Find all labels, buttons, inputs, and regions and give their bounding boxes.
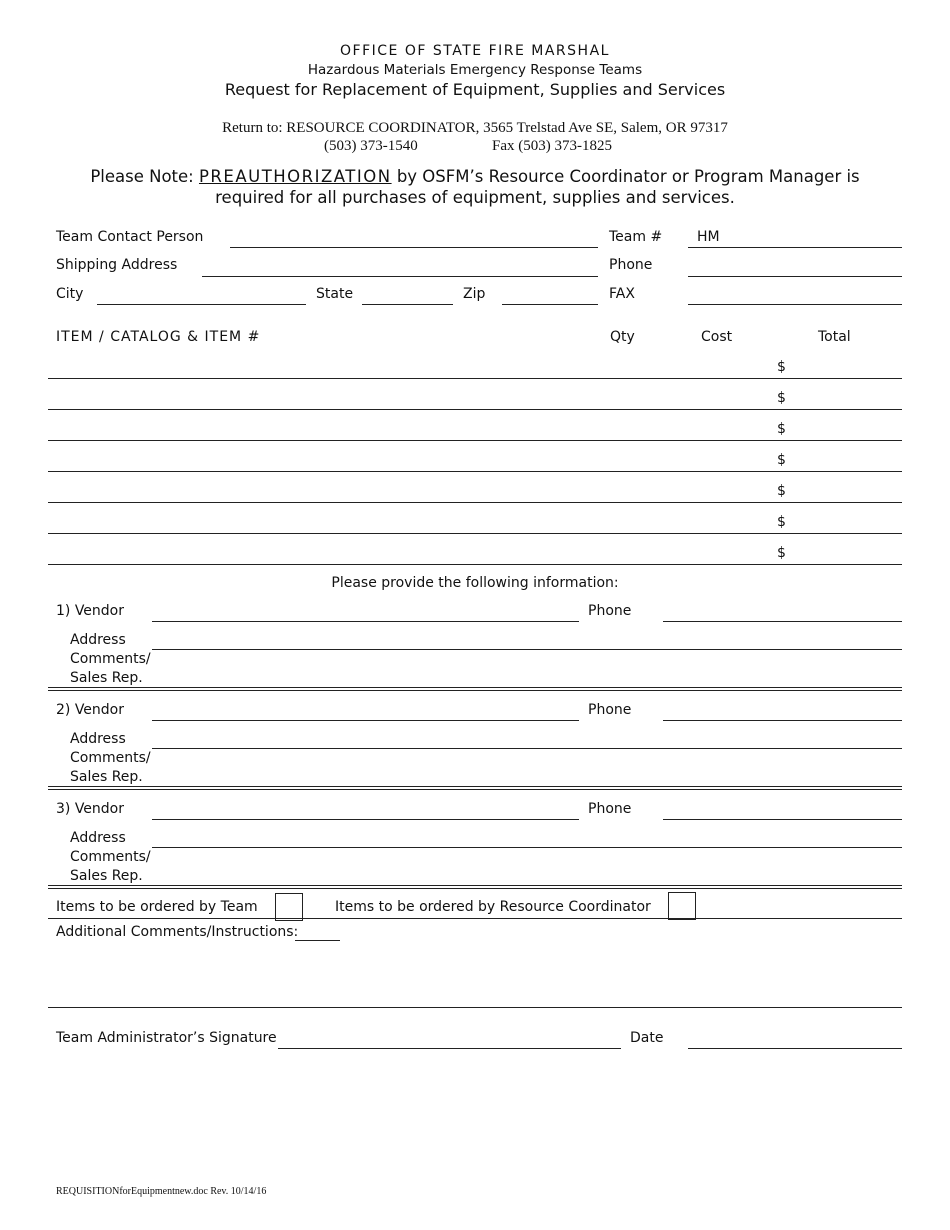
vendor-comments-label: Comments/ bbox=[70, 651, 151, 667]
city-label: City bbox=[56, 286, 84, 302]
vendor-separator-top bbox=[48, 885, 902, 886]
coordinator-phone: (503) 373-1540 bbox=[324, 138, 418, 154]
vendor-separator-bottom bbox=[48, 690, 902, 691]
shipping-address-field[interactable] bbox=[202, 276, 598, 277]
additional-comments-field[interactable] bbox=[295, 940, 340, 941]
item-row-line[interactable] bbox=[48, 378, 902, 379]
vendor-separator-top bbox=[48, 687, 902, 688]
total-dollar-sign: $ bbox=[777, 545, 786, 561]
admin-signature-field[interactable] bbox=[278, 1048, 621, 1049]
city-field[interactable] bbox=[97, 304, 306, 305]
contact-person-field[interactable] bbox=[230, 247, 598, 248]
cost-column-header: Cost bbox=[701, 329, 733, 345]
zip-label: Zip bbox=[463, 286, 486, 302]
date-field[interactable] bbox=[688, 1048, 902, 1049]
vendor-phone-label: Phone bbox=[588, 603, 632, 619]
shipping-address-label: Shipping Address bbox=[56, 257, 178, 273]
program-title: Hazardous Materials Emergency Response Teams bbox=[307, 62, 643, 78]
item-column-header: ITEM / CATALOG & ITEM # bbox=[56, 329, 261, 345]
vendor-separator-top bbox=[48, 786, 902, 787]
vendor-comments-label: Comments/ bbox=[70, 849, 151, 865]
total-dollar-sign: $ bbox=[777, 359, 786, 375]
preauthorization-note bbox=[0, 167, 950, 186]
order-by-team-label: Items to be ordered by Team bbox=[56, 899, 258, 915]
ordering-divider bbox=[48, 918, 902, 919]
team-number-label: Team # bbox=[609, 229, 663, 245]
vendor-comments-label: Comments/ bbox=[70, 750, 151, 766]
admin-signature-label: Team Administrator’s Signature bbox=[56, 1030, 277, 1046]
return-address: Return to: RESOURCE COORDINATOR, 3565 Trelstad Ave SE, Salem, OR 97317 bbox=[222, 120, 728, 136]
vendor-address-label: Address bbox=[70, 632, 126, 648]
total-dollar-sign: $ bbox=[777, 514, 786, 530]
vendor-intro: Please provide the following information: bbox=[331, 575, 619, 591]
additional-comments-label: Additional Comments/Instructions: bbox=[56, 924, 299, 940]
state-field[interactable] bbox=[362, 304, 453, 305]
vendor-name-field[interactable] bbox=[152, 621, 579, 622]
comments-area-bottom bbox=[48, 1007, 902, 1008]
note-emphasis: PREAUTHORIZATION bbox=[198, 167, 392, 186]
total-dollar-sign: $ bbox=[777, 421, 786, 437]
vendor-address-field[interactable] bbox=[152, 748, 902, 749]
vendor-sales-rep-label: Sales Rep. bbox=[70, 868, 143, 884]
item-row-line[interactable] bbox=[48, 502, 902, 503]
team-number-field[interactable] bbox=[688, 247, 902, 248]
vendor-sales-rep-label: Sales Rep. bbox=[70, 670, 143, 686]
vendor-label: 2) Vendor bbox=[56, 702, 125, 718]
date-label: Date bbox=[630, 1030, 664, 1046]
contact-phone-label: Phone bbox=[609, 257, 653, 273]
order-by-team-checkbox[interactable] bbox=[275, 893, 303, 921]
form-title: Request for Replacement of Equipment, Supplies and Services bbox=[224, 80, 726, 99]
order-by-coordinator-label: Items to be ordered by Resource Coordinator bbox=[335, 899, 651, 915]
vendor-label: 1) Vendor bbox=[56, 603, 125, 619]
vendor-name-field[interactable] bbox=[152, 819, 579, 820]
vendor-phone-field[interactable] bbox=[663, 621, 902, 622]
vendor-name-field[interactable] bbox=[152, 720, 579, 721]
total-column-header: Total bbox=[818, 329, 851, 345]
coordinator-fax: Fax (503) 373-1825 bbox=[492, 138, 612, 154]
note-rest: by OSFM’s Resource Coordinator or Program Manager is bbox=[396, 167, 860, 186]
contact-person-label: Team Contact Person bbox=[56, 229, 204, 245]
office-title: OFFICE OF STATE FIRE MARSHAL bbox=[340, 43, 610, 59]
zip-field[interactable] bbox=[502, 304, 598, 305]
vendor-label: 3) Vendor bbox=[56, 801, 125, 817]
vendor-phone-field[interactable] bbox=[663, 819, 902, 820]
item-row-line[interactable] bbox=[48, 533, 902, 534]
note-line-2: required for all purchases of equipment, supplies and services. bbox=[215, 188, 735, 207]
vendor-separator-bottom bbox=[48, 888, 902, 889]
fax-label: FAX bbox=[609, 286, 635, 302]
vendor-phone-field[interactable] bbox=[663, 720, 902, 721]
note-prefix: Please Note: bbox=[90, 167, 194, 186]
fax-field[interactable] bbox=[688, 304, 902, 305]
document-reference: REQUISITIONforEquipmentnew.doc Rev. 10/14/16 bbox=[56, 1186, 267, 1197]
vendor-sales-rep-label: Sales Rep. bbox=[70, 769, 143, 785]
contact-phone-field[interactable] bbox=[688, 276, 902, 277]
vendor-address-label: Address bbox=[70, 731, 126, 747]
item-row-line[interactable] bbox=[48, 564, 902, 565]
vendor-address-field[interactable] bbox=[152, 847, 902, 848]
vendor-phone-label: Phone bbox=[588, 702, 632, 718]
total-dollar-sign: $ bbox=[777, 483, 786, 499]
vendor-phone-label: Phone bbox=[588, 801, 632, 817]
team-number-value: HM bbox=[697, 229, 720, 245]
order-by-coordinator-checkbox[interactable] bbox=[668, 892, 696, 920]
total-dollar-sign: $ bbox=[777, 452, 786, 468]
vendor-separator-bottom bbox=[48, 789, 902, 790]
total-dollar-sign: $ bbox=[777, 390, 786, 406]
vendor-address-label: Address bbox=[70, 830, 126, 846]
item-row-line[interactable] bbox=[48, 440, 902, 441]
state-label: State bbox=[316, 286, 354, 302]
item-row-line[interactable] bbox=[48, 471, 902, 472]
qty-column-header: Qty bbox=[610, 329, 635, 345]
vendor-address-field[interactable] bbox=[152, 649, 902, 650]
item-row-line[interactable] bbox=[48, 409, 902, 410]
